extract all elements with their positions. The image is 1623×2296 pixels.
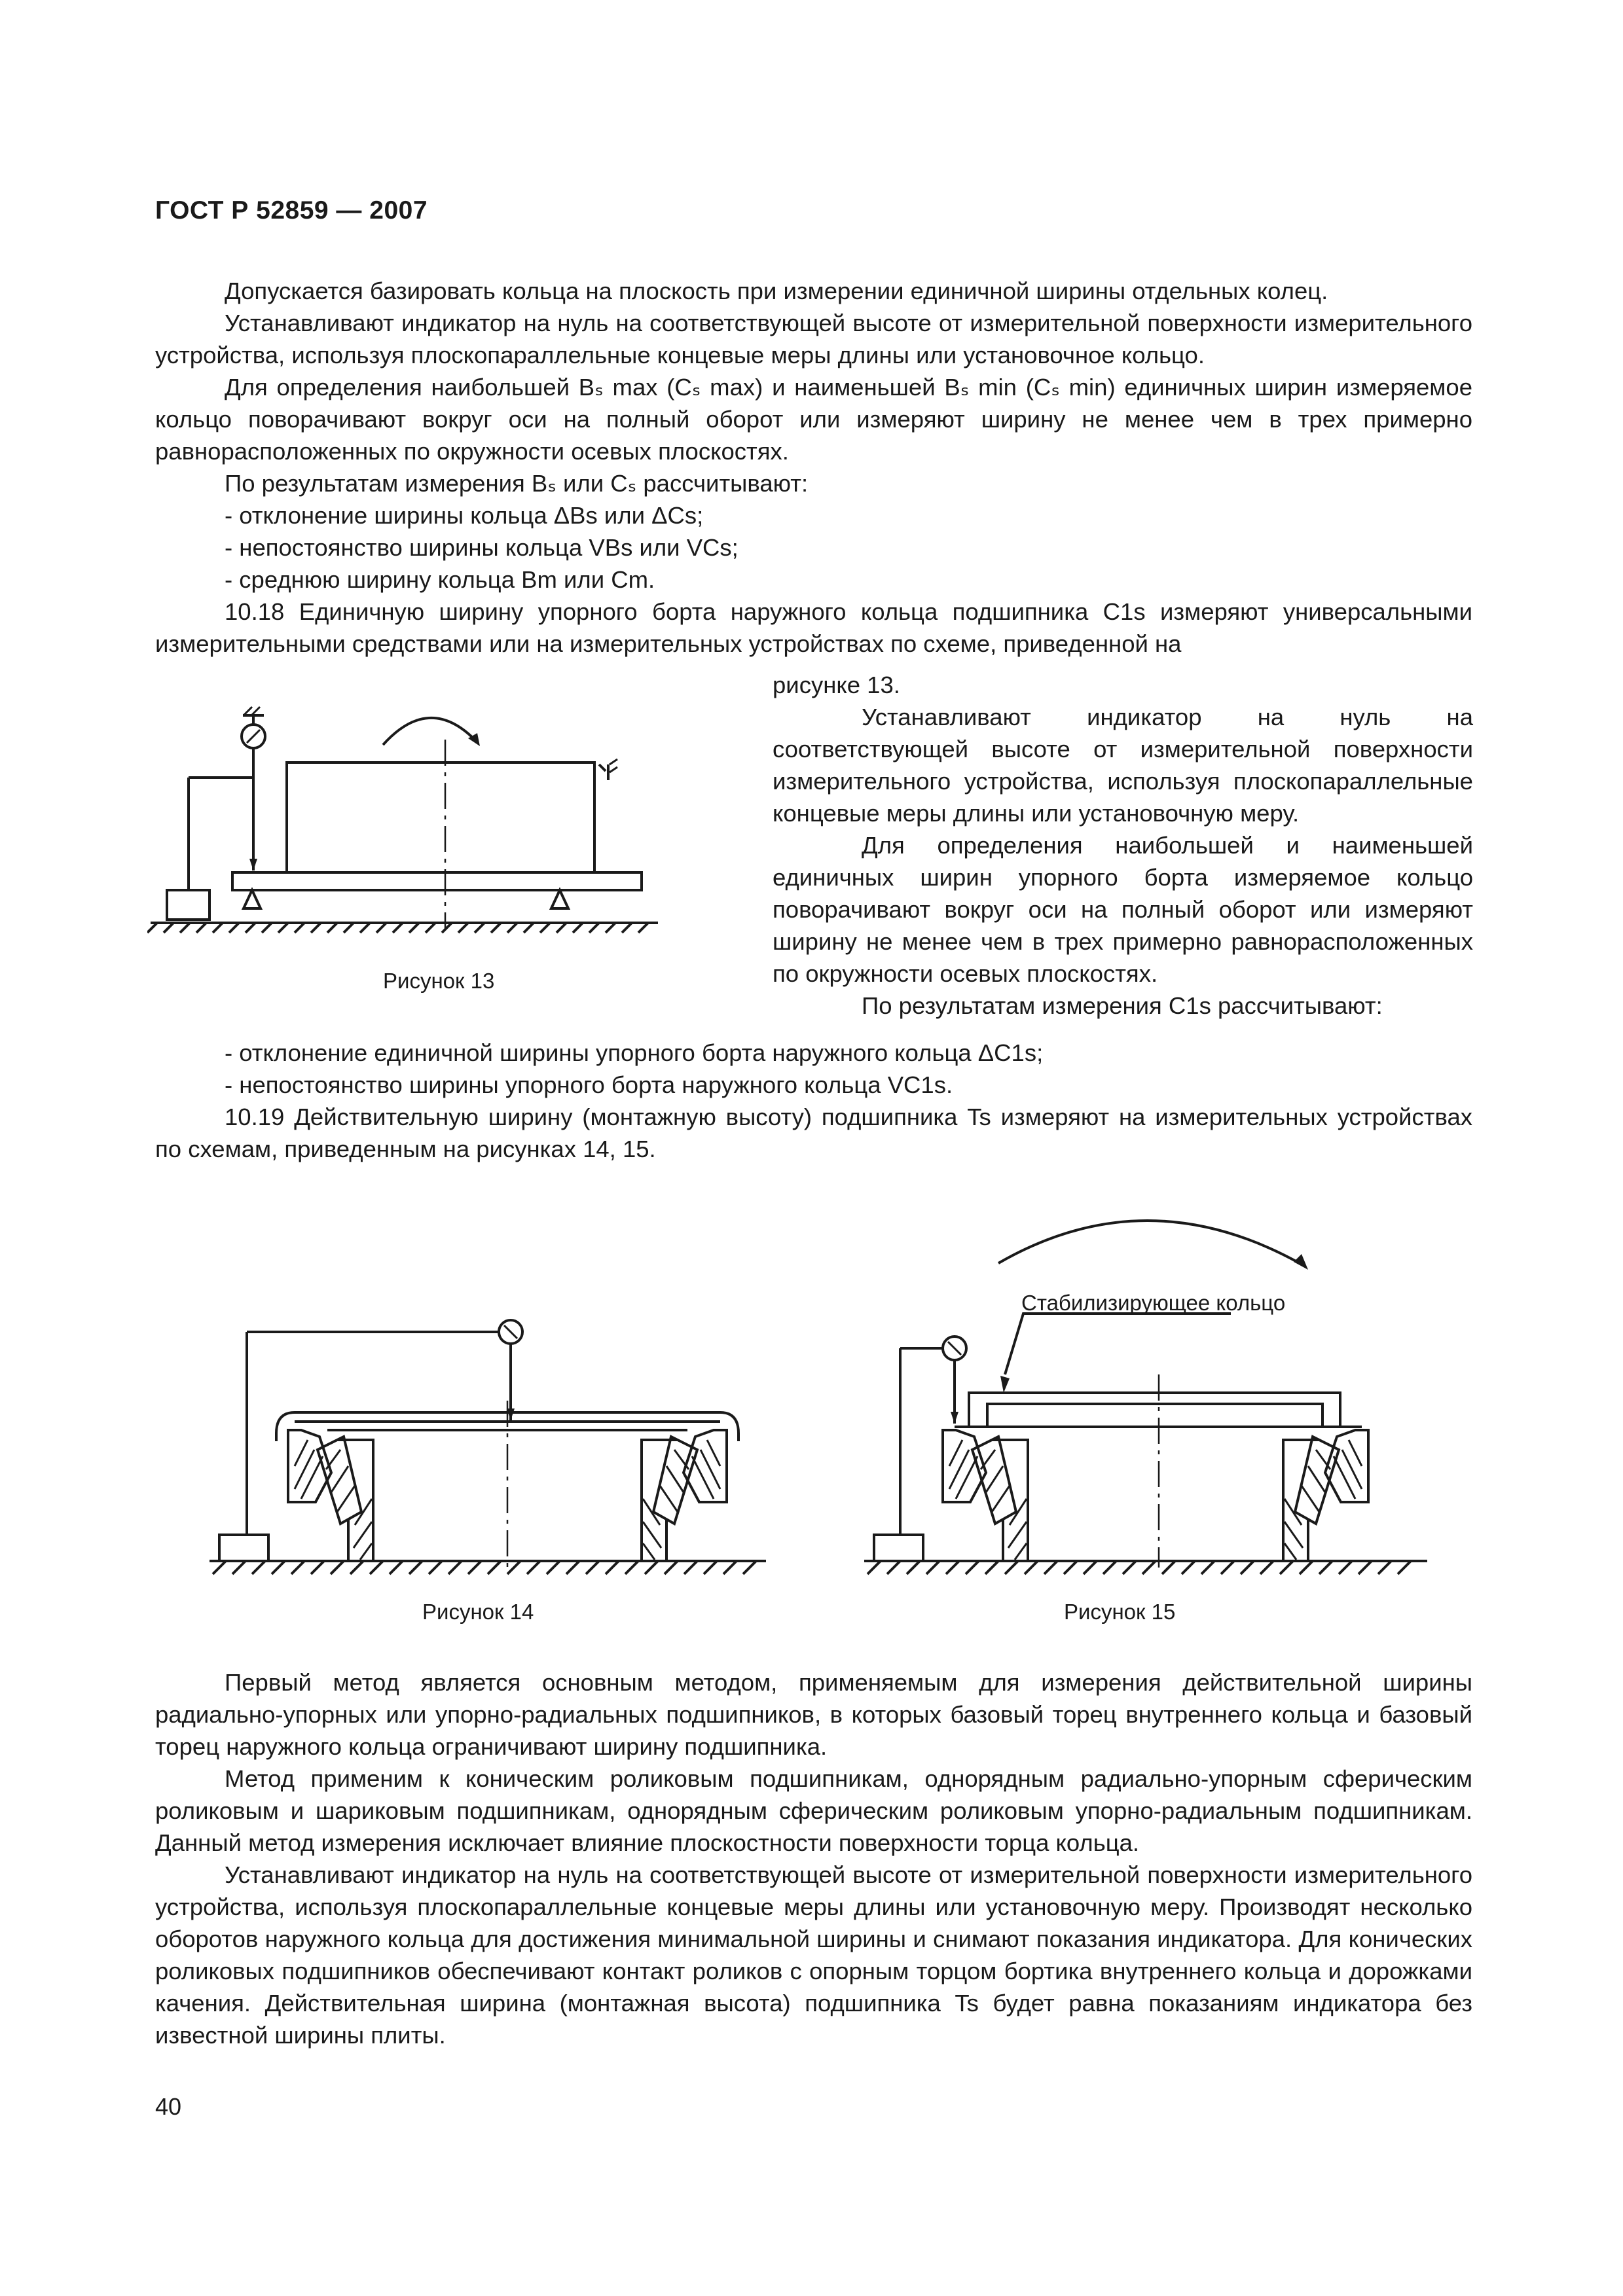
paragraph: По результатам измерения Bₛ или Cₛ рассчитывают:	[225, 470, 809, 497]
paragraph: рисунке 13.	[773, 672, 900, 698]
text-block-3	[155, 1037, 1472, 1165]
list-item: - непостоянство ширины кольца VBs или VCs;	[225, 534, 739, 561]
paragraph: 10.18 Единичную ширину упорного борта наружного кольца подшипника C1s измеряют универсальными измерительными средствами или на измерительных устройствах по схеме, приведенной на	[155, 598, 1472, 657]
text-block-2	[773, 669, 1473, 1022]
list-item: - отклонение единичной ширины упорного борта наружного кольца ΔC1s;	[225, 1039, 1044, 1066]
figure-15-caption: Рисунок 15	[1064, 1600, 1176, 1624]
text-block-1	[155, 275, 1472, 660]
paragraph: Для определения наибольшей Bₛ max (Cₛ max) и наименьшей Bₛ min (Cₛ min) единичных ширин измеряемое кольцо поворачивают вокруг оси на полный оборот или измеряют ширину не менее чем в трех примерно равнорасположенных по окружности осевых плоскостях.	[155, 374, 1472, 465]
list-item: - среднюю ширину кольца Bm или Cm.	[225, 566, 655, 593]
list-item: - непостоянство ширины упорного борта наружного кольца VC1s.	[225, 1071, 953, 1098]
paragraph: Первый метод является основным методом, применяемым для измерения действительной ширины радиально-упорных или упорно-радиальных подшипников, в которых базовый торец внутреннего кольца и базовый торец наружного кольца ограничивают ширину подшипника.	[155, 1669, 1472, 1760]
figure-13	[147, 687, 671, 949]
paragraph: Устанавливают индикатор на нуль на соответствующей высоте от измерительной поверхности измерительного устройства, используя плоскопараллельные концевые меры длины или установочное кольцо.	[155, 310, 1472, 368]
figure-14	[203, 1302, 779, 1590]
paragraph: Устанавливают индикатор на нуль на соответствующей высоте от измерительной поверхности измерительного устройства, используя плоскопараллельные концевые меры длины или установочную меру. Производят несколько оборотов наружного кольца для достижения минимальной ширины и снимают показания индикатора. Для конических роликовых подшипников обеспечивают контакт роликов с опорным торцом бортика внутреннего кольца и дорожками качения. Действительная ширина (монтажная высота) подшипника Ts будет равна показаниям индикатора без известной ширины плиты.	[155, 1861, 1472, 2049]
paragraph: По результатам измерения C1s рассчитывают:	[862, 992, 1383, 1019]
document-header: ГОСТ Р 52859 — 2007	[155, 196, 428, 224]
paragraph: Устанавливают индикатор на нуль на соответствующей высоте от измерительной поверхности измерительного устройства, используя плоскопараллельные концевые меры длины или установочную меру.	[773, 704, 1473, 827]
paragraph: Метод применим к коническим роликовым подшипникам, однорядным радиально-упорным сферическим роликовым и шариковым подшипникам, однорядным сферическим роликовым упорно-радиальным подшипникам. Данный метод измерения исключает влияние плоскостности поверхности торца кольца.	[155, 1765, 1472, 1856]
page-number: 40	[155, 2093, 182, 2120]
figure-15	[851, 1198, 1453, 1590]
text-block-4	[155, 1666, 1472, 2051]
paragraph: 10.19 Действительную ширину (монтажную высоту) подшипника Ts измеряют на измерительных устройствах по схемам, приведенным на рисунках 14, 15.	[155, 1103, 1472, 1162]
figure-13-caption: Рисунок 13	[383, 969, 495, 993]
figure-15-label: Стабилизирующее кольцо	[1021, 1291, 1286, 1315]
figure-14-caption: Рисунок 14	[422, 1600, 534, 1624]
list-item: - отклонение ширины кольца ΔBs или ΔCs;	[225, 502, 704, 529]
paragraph: Для определения наибольшей и наименьшей единичных ширин упорного борта измеряемое кольцо поворачивают вокруг оси на полный оборот или измеряют ширину не менее чем в трех примерно равнорасположенных по окружности осевых плоскостях.	[773, 832, 1473, 987]
paragraph: Допускается базировать кольца на плоскость при измерении единичной ширины отдельных колец.	[225, 278, 1328, 304]
